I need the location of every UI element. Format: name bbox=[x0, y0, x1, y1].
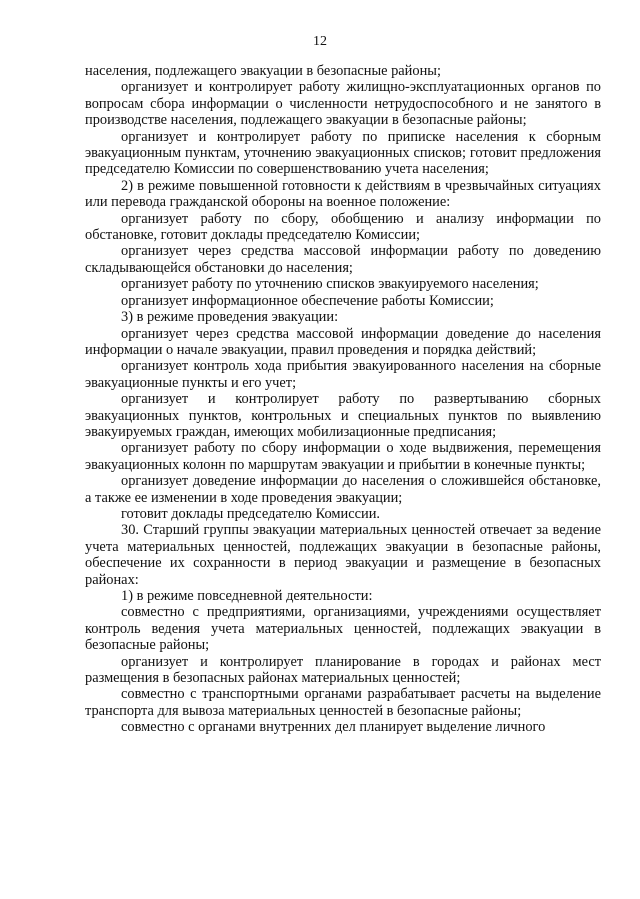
paragraph: организует и контролирует работу по приписке населения к сборным эвакуационным пунктам, уточнению эвакуационных списков; готовит предложения председателю Комиссии по совершенствованию учета населения; bbox=[85, 128, 601, 178]
paragraph: 3) в режиме проведения эвакуации: bbox=[121, 309, 339, 326]
paragraph: 30. Старший группы эвакуации материальных ценностей отвечает за ведение учета материальных ценностей, подлежащих эвакуации в безопасные районы, обеспечение их сохранности в период эвакуации и размещение в безопасных районах: bbox=[85, 522, 601, 588]
paragraph: населения, подлежащего эвакуации в безопасные районы; bbox=[85, 63, 441, 79]
paragraph: организует через средства массовой информации работу по доведению складывающейся обстановки до населения; bbox=[85, 243, 601, 276]
paragraph: 2) в режиме повышенной готовности к действиям в чрезвычайных ситуациях или перевода гражданской обороны на военное положение: bbox=[85, 177, 601, 211]
paragraph: организует контроль хода прибытия эвакуированного населения на сборные эвакуационные пункты и его учет; bbox=[85, 358, 601, 391]
document-body bbox=[85, 63, 601, 736]
paragraph: организует работу по уточнению списков эвакуируемого населения; bbox=[121, 276, 539, 293]
paragraph: готовит доклады председателю Комиссии. bbox=[121, 505, 380, 522]
paragraph: совместно с предприятиями, организациями, учреждениями осуществляет контроль ведения учета материальных ценностей, подлежащих эвакуации в безопасные районы; bbox=[85, 604, 601, 654]
paragraph: организует и контролирует планирование в городах и районах мест размещения в безопасных районах материальных ценностей; bbox=[85, 653, 601, 687]
paragraph: организует и контролирует работу по развертыванию сборных эвакуационных пунктов, контрольных и специальных пунктов по выявлению эвакуируемых граждан, имеющих мобилизационные предписания; bbox=[85, 391, 601, 440]
paragraph: организует через средства массовой информации доведение до населения информации о начале эвакуации, правил проведения и порядка действий; bbox=[85, 325, 601, 358]
paragraph: организует работу по сбору, обобщению и анализу информации по обстановке, готовит доклады председателю Комиссии; bbox=[85, 210, 601, 244]
paragraph: организует и контролирует работу жилищно-эксплуатационных органов по вопросам сбора информации о численности нетрудоспособного и не занятого в производстве населения, подлежащего эвакуации в безопасные районы; bbox=[85, 79, 601, 129]
paragraph: организует информационное обеспечение работы Комиссии; bbox=[121, 292, 494, 309]
paragraph: совместно с транспортными органами разрабатывает расчеты на выделение транспорта для вывоза материальных ценностей в безопасные районы; bbox=[85, 686, 601, 719]
paragraph: 1) в режиме повседневной деятельности: bbox=[121, 588, 373, 604]
page-number: 12 bbox=[313, 34, 327, 49]
paragraph: организует доведение информации до населения о сложившейся обстановке, а также ее изменении в ходе проведения эвакуации; bbox=[85, 473, 601, 506]
paragraph: совместно с органами внутренних дел планирует выделение личного bbox=[121, 719, 546, 736]
paragraph: организует работу по сбору информации о ходе выдвижения, перемещения эвакуационных колонн по маршрутам эвакуации и прибытии в конечные пункты; bbox=[85, 440, 601, 473]
